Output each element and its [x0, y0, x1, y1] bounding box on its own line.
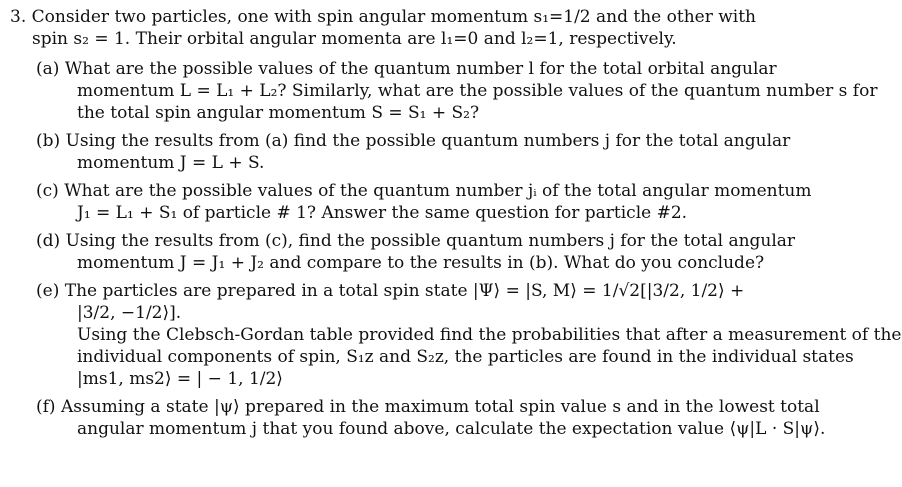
part-line: Using the Clebsch-Gordan table provided find the probabilities that after a measurement of the: [77, 325, 902, 345]
part-line: angular momentum j that you found above, calculate the expectation value ⟨ψ|L · S|ψ⟩.: [77, 419, 826, 439]
part-label: (f): [36, 397, 56, 417]
part-line: Using the results from (a) find the possible quantum numbers j for the total angular: [65, 131, 791, 151]
part-b: [36, 130, 885, 174]
part-label: (b): [36, 131, 61, 151]
part-d: [36, 230, 885, 274]
part-c: [36, 180, 885, 224]
part-label: (e): [36, 281, 60, 301]
parts-list: [10, 58, 902, 440]
part-line: Assuming a state |ψ⟩ prepared in the maximum total spin value s and in the lowest total: [60, 397, 820, 417]
part-line: |3/2, −1/2⟩].: [77, 303, 182, 323]
stem-line: [10, 6, 885, 28]
part-e: [36, 280, 902, 390]
part-line: The particles are prepared in a total spin state |Ψ⟩ = |S, M⟩ = 1/√2[|3/2, 1/2⟩ +: [64, 281, 745, 301]
part-line: |ms1, ms2⟩ = | − 1, 1/2⟩: [77, 369, 283, 389]
part-f: [36, 396, 885, 440]
stem-text-1: Consider two particles, one with spin angular momentum s₁=1/2 and the other with: [31, 7, 757, 27]
part-label: (d): [36, 231, 61, 251]
problem-stem: [10, 6, 885, 50]
stem-text-2: spin s₂ = 1. Their orbital angular momenta are l₁=0 and l₂=1, respectively.: [32, 29, 677, 49]
part-line: the total spin angular momentum S = S₁ + S₂?: [77, 103, 480, 123]
part-a: [36, 58, 885, 124]
part-line: J₁ = L₁ + S₁ of particle # 1? Answer the same question for particle #2.: [77, 203, 688, 223]
part-line: momentum J = J₁ + J₂ and compare to the results in (b). What do you conclude?: [77, 253, 765, 273]
part-line: What are the possible values of the quantum number jᵢ of the total angular momentum: [64, 181, 812, 201]
part-line: What are the possible values of the quantum number l for the total orbital angular: [64, 59, 777, 79]
problem-number: 3.: [10, 7, 27, 27]
part-label: (c): [36, 181, 59, 201]
part-line: momentum L = L₁ + L₂? Similarly, what are the possible values of the quantum number s for: [77, 81, 878, 101]
part-label: (a): [36, 59, 60, 79]
part-line: Using the results from (c), find the possible quantum numbers j for the total angular: [65, 231, 796, 251]
part-line: individual components of spin, S₁z and S₂z, the particles are found in the individual states: [77, 347, 854, 367]
problem-3: [10, 6, 902, 446]
part-line: momentum J = L + S.: [77, 153, 265, 173]
